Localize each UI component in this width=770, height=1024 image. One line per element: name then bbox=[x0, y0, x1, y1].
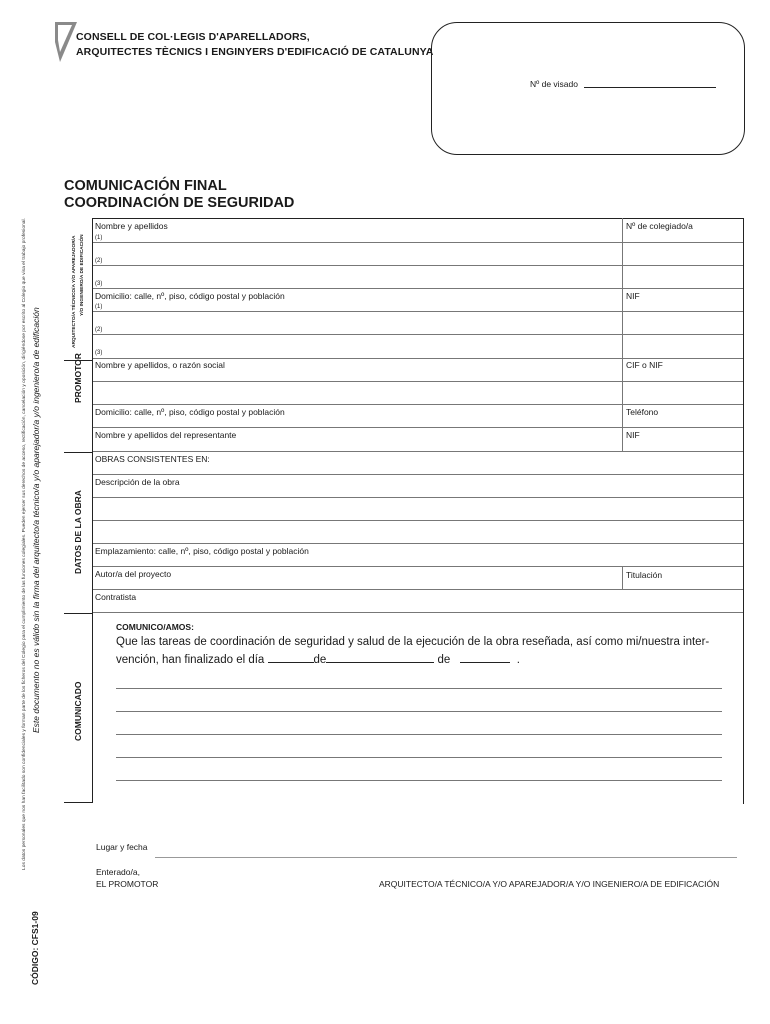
lugar-fecha-label: Lugar y fecha bbox=[96, 842, 148, 852]
row-line bbox=[93, 288, 743, 289]
de-text-2: de bbox=[437, 654, 451, 666]
arquitecto-nif-label: NIF bbox=[626, 291, 640, 301]
form-code: CÓDIGO: CFS1-09 bbox=[30, 911, 40, 985]
table-left-rule bbox=[92, 218, 93, 803]
arquitecto-signature-label: ARQUITECTO/A TÉCNICO/A Y/O APAREJADOR/A Y/O INGENIERO/A DE EDIFICACIÓN bbox=[379, 879, 720, 889]
privacy-notice: Los datos personales que nos han facilitado son confidenciales y forman parte de los ficheros del Colegio para el cumplimiento de las funciones colegiales. Pueden ejercer sus derechos de acceso, rectificación, cancelación y oposición, dirigiéndose por escrito al Colegio que visa el trabajo profesional. bbox=[22, 218, 27, 870]
form-title-line2: COORDINACIÓN DE SEGURIDAD bbox=[64, 195, 295, 211]
section-divider bbox=[64, 613, 93, 614]
section-line bbox=[93, 358, 743, 359]
promotor-domicilio-label: Domicilio: calle, nº, piso, código postal y población bbox=[95, 407, 285, 417]
comunicado-text-fecha: vención, han finalizado el día bbox=[116, 654, 265, 666]
column-divider bbox=[622, 218, 623, 360]
validity-notice: Este documento no es válido sin la firma del arquitecto/a técnico/a y/o aparejador/a y/o ingeniero/a de edificación bbox=[31, 307, 41, 733]
visado-field[interactable] bbox=[584, 87, 716, 88]
arquitecto-domicilio-label: Domicilio: calle, nº, piso, código postal y población bbox=[95, 291, 285, 301]
row-line bbox=[93, 566, 743, 567]
row-line bbox=[93, 265, 743, 266]
descripcion-label: Descripción de la obra bbox=[95, 477, 180, 487]
row-line bbox=[93, 497, 743, 498]
row-number: (3) bbox=[95, 281, 103, 287]
section-line bbox=[93, 451, 743, 452]
promotor-cif-label: CIF o NIF bbox=[626, 360, 663, 370]
arquitecto-section-label: ARQUITECTO/A TÉCNICO/A Y/O APAREJADOR/A bbox=[72, 235, 77, 348]
obras-consistentes-label: OBRAS CONSISTENTES EN: bbox=[95, 454, 210, 464]
representante-nif-label: NIF bbox=[626, 430, 640, 440]
period-text: . bbox=[516, 654, 520, 666]
comunicado-line[interactable] bbox=[116, 780, 722, 781]
college-name-line2: ARQUITECTES TÈCNICS I ENGINYERS D'EDIFICACIÓ DE CATALUNYA bbox=[76, 46, 434, 58]
row-number: (2) bbox=[95, 327, 103, 333]
de-text-1: de bbox=[313, 654, 327, 666]
section-line bbox=[93, 612, 743, 613]
colegiado-label: Nº de colegiado/a bbox=[626, 221, 693, 231]
row-line bbox=[93, 427, 743, 428]
contratista-label: Contratista bbox=[95, 592, 137, 602]
row-line bbox=[93, 404, 743, 405]
obra-section-label: DATOS DE LA OBRA bbox=[73, 490, 83, 574]
row-line bbox=[93, 311, 743, 312]
comunicado-text-line1: Que las tareas de coordinación de seguridad y salud de la ejecución de la obra reseñada, así como mi/nuestra inter- bbox=[116, 636, 710, 648]
month-field[interactable] bbox=[326, 654, 434, 663]
college-logo bbox=[55, 22, 77, 62]
college-name-line1: CONSELL DE COL·LEGIS D'APARELLADORS, bbox=[76, 31, 310, 43]
row-line bbox=[93, 474, 743, 475]
enterado-label: Enterado/a, bbox=[96, 867, 140, 877]
row-number: (1) bbox=[95, 304, 103, 310]
arquitecto-name-label: Nombre y apellidos bbox=[95, 221, 168, 231]
section-divider bbox=[64, 452, 93, 453]
autor-label: Autor/a del proyecto bbox=[95, 569, 172, 579]
promotor-telefono-label: Teléfono bbox=[626, 407, 659, 417]
comunicado-line[interactable] bbox=[116, 688, 722, 689]
representante-label: Nombre y apellidos del representante bbox=[95, 430, 237, 440]
comunicado-line[interactable] bbox=[116, 711, 722, 712]
promotor-section-label: PROMOTOR bbox=[73, 353, 83, 403]
form-title-line1: COMUNICACIÓN FINAL bbox=[64, 178, 227, 194]
table-bottom-rule bbox=[64, 802, 93, 803]
row-line bbox=[93, 543, 743, 544]
form-table-frame bbox=[92, 218, 744, 804]
visado-box bbox=[431, 22, 745, 155]
promotor-signature-label: EL PROMOTOR bbox=[96, 879, 159, 889]
row-number: (3) bbox=[95, 350, 103, 356]
comunicado-line[interactable] bbox=[116, 757, 722, 758]
comunico-heading: COMUNICO/AMOS: bbox=[116, 622, 194, 632]
emplazamiento-label: Emplazamiento: calle, nº, piso, código postal y población bbox=[95, 546, 309, 556]
column-divider bbox=[622, 360, 623, 452]
row-line bbox=[93, 334, 743, 335]
row-line bbox=[93, 381, 743, 382]
row-line bbox=[93, 589, 743, 590]
titulacion-label: Titulación bbox=[626, 570, 663, 580]
visado-label: Nº de visado bbox=[530, 79, 578, 89]
comunicado-section-label: COMUNICADO bbox=[73, 681, 83, 741]
lugar-fecha-field[interactable] bbox=[155, 857, 737, 858]
row-line bbox=[93, 242, 743, 243]
promotor-name-label: Nombre y apellidos, o razón social bbox=[95, 360, 225, 370]
arquitecto-section-label-2: Y/O INGENIERO/A DE EDIFICACIÓN bbox=[80, 234, 85, 316]
column-divider bbox=[622, 566, 623, 590]
row-number: (1) bbox=[95, 235, 103, 241]
row-line bbox=[93, 520, 743, 521]
day-field[interactable] bbox=[268, 654, 314, 663]
row-number: (2) bbox=[95, 258, 103, 264]
comunicado-line[interactable] bbox=[116, 734, 722, 735]
year-field[interactable] bbox=[460, 654, 510, 663]
comunicado-text-line2 bbox=[116, 652, 520, 669]
